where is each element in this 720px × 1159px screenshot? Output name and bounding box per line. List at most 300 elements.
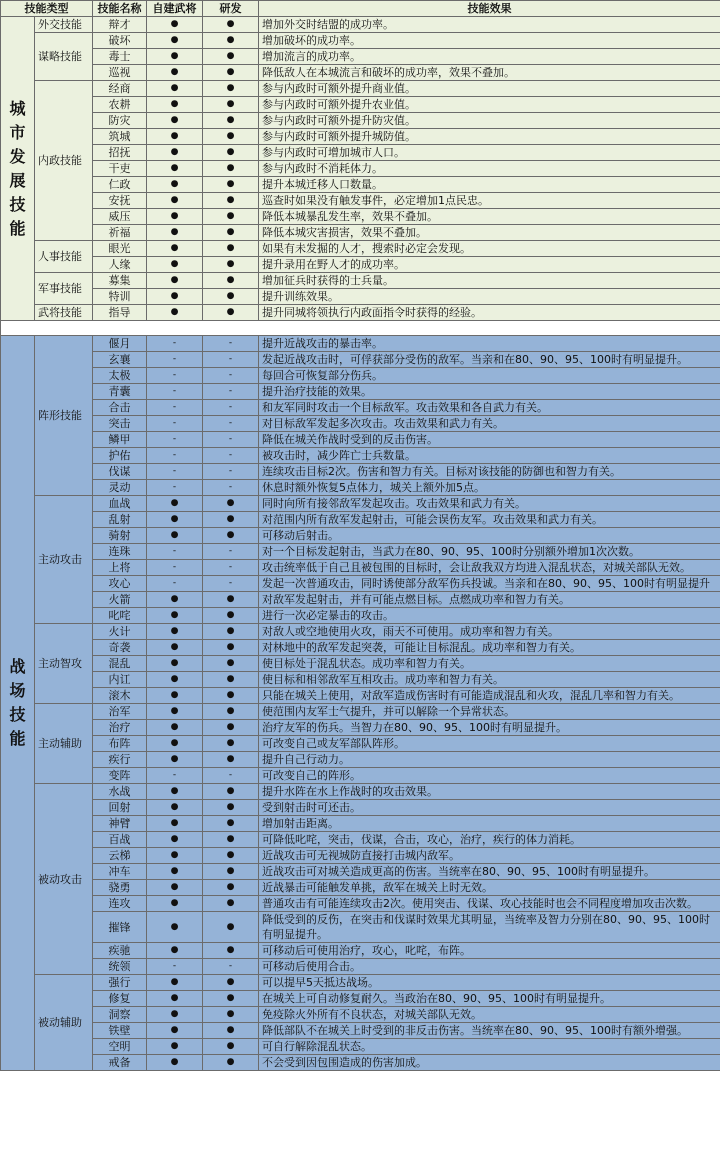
research-cell: ● [203,1007,259,1023]
table-row [1,672,720,688]
self-built-cell: - [147,959,203,975]
research-cell: ● [203,65,259,81]
self-built-cell: ● [147,736,203,752]
table-row [1,305,720,321]
table-row [1,784,720,800]
effect-cell: 提升本城迁移人口数量。 [259,177,720,193]
effect-cell: 可移动后使用合击。 [259,959,720,975]
self-built-cell: ● [147,800,203,816]
skill-name-cell: 偃月 [93,336,147,352]
self-built-cell: ● [147,257,203,273]
self-built-cell: - [147,576,203,592]
research-cell: ● [203,720,259,736]
research-cell: - [203,544,259,560]
self-built-cell: ● [147,209,203,225]
research-cell: ● [203,848,259,864]
group-cell: 内政技能 [35,81,93,241]
effect-cell: 参与内政时可额外提升城防值。 [259,129,720,145]
research-cell: ● [203,912,259,943]
self-built-cell: ● [147,1055,203,1071]
table-body [1,17,720,1071]
group-cell: 主动智攻 [35,624,93,704]
skill-name-cell: 农耕 [93,97,147,113]
research-cell: ● [203,832,259,848]
skill-name-cell: 募集 [93,273,147,289]
table-row [1,400,720,416]
effect-cell: 休息时额外恢复5点体力，城关上额外加5点。 [259,480,720,496]
effect-cell: 使范围内友军士气提升，并可以解除一个异常状态。 [259,704,720,720]
effect-cell: 增加破坏的成功率。 [259,33,720,49]
effect-cell: 增加流言的成功率。 [259,49,720,65]
effect-cell: 对林地中的敌军发起突袭，可能让目标混乱。成功率和智力有关。 [259,640,720,656]
effect-cell: 在城关上可自动修复耐久。当政治在80、90、95、100时有明显提升。 [259,991,720,1007]
research-cell: ● [203,592,259,608]
skill-name-cell: 火箭 [93,592,147,608]
research-cell: ● [203,177,259,193]
research-cell: ● [203,512,259,528]
skill-name-cell: 滚木 [93,688,147,704]
research-cell: ● [203,880,259,896]
self-built-cell: - [147,336,203,352]
skill-name-cell: 百战 [93,832,147,848]
research-cell: ● [203,704,259,720]
research-cell: ● [203,896,259,912]
self-built-cell: ● [147,848,203,864]
skill-name-cell: 奇袭 [93,640,147,656]
skill-name-cell: 神臂 [93,816,147,832]
research-cell: - [203,576,259,592]
research-cell: ● [203,209,259,225]
skill-name-cell: 洞察 [93,1007,147,1023]
header-skill-name: 技能名称 [93,1,147,17]
effect-cell: 近战攻击可对城关造成更高的伤害。当统率在80、90、95、100时有明显提升。 [259,864,720,880]
self-built-cell: - [147,464,203,480]
self-built-cell: ● [147,943,203,959]
table-row [1,161,720,177]
skill-name-cell: 特训 [93,289,147,305]
research-cell: ● [203,640,259,656]
category-cell [1,336,35,1071]
research-cell: - [203,400,259,416]
effect-cell: 普通攻击有可能连续攻击2次。使用突击、伐谋、攻心技能时也会不同程度增加攻击次数。 [259,896,720,912]
research-cell: ● [203,241,259,257]
table-row [1,33,720,49]
self-built-cell: - [147,448,203,464]
skill-name-cell: 治疗 [93,720,147,736]
skill-name-cell: 乱射 [93,512,147,528]
effect-cell: 可改变自己或友军部队阵形。 [259,736,720,752]
effect-cell: 参与内政时可额外提升防灾值。 [259,113,720,129]
effect-cell: 降低部队不在城关上时受到的非反击伤害。当统率在80、90、95、100时有额外增强。 [259,1023,720,1039]
table-row [1,241,720,257]
header-skill-type: 技能类型 [1,1,93,17]
table-row [1,81,720,97]
self-built-cell: ● [147,1023,203,1039]
skill-name-cell: 指导 [93,305,147,321]
effect-cell: 对目标敌军发起多次攻击。攻击效果和武力有关。 [259,416,720,432]
table-row [1,736,720,752]
table-row [1,65,720,81]
research-cell: ● [203,161,259,177]
table-row [1,640,720,656]
self-built-cell: ● [147,912,203,943]
self-built-cell: ● [147,816,203,832]
table-row [1,209,720,225]
table-row [1,896,720,912]
skill-name-cell: 修复 [93,991,147,1007]
skill-name-cell: 铁壁 [93,1023,147,1039]
self-built-cell: ● [147,129,203,145]
self-built-cell: - [147,768,203,784]
table-row [1,193,720,209]
table-row [1,544,720,560]
skill-name-cell: 治军 [93,704,147,720]
effect-cell: 增加外交时结盟的成功率。 [259,17,720,33]
table-row [1,384,720,400]
research-cell: ● [203,991,259,1007]
group-cell: 谋略技能 [35,33,93,81]
effect-cell: 提升自己行动力。 [259,752,720,768]
self-built-cell: ● [147,496,203,512]
skill-name-cell: 戒备 [93,1055,147,1071]
research-cell: ● [203,975,259,991]
effect-cell: 进行一次必定暴击的攻击。 [259,608,720,624]
self-built-cell: ● [147,784,203,800]
effect-cell: 发起一次普通攻击，同时诱使部分敌军伤兵投诚。当亲和在80、90、95、100时有明显提升 [259,576,720,592]
research-cell: - [203,432,259,448]
research-cell: ● [203,305,259,321]
table-row [1,17,720,33]
table-row [1,289,720,305]
table-row [1,528,720,544]
skill-name-cell: 防灾 [93,113,147,129]
research-cell: ● [203,943,259,959]
research-cell: - [203,464,259,480]
research-cell: ● [203,688,259,704]
research-cell: - [203,368,259,384]
table-row [1,880,720,896]
research-cell: ● [203,1055,259,1071]
self-built-cell: ● [147,273,203,289]
effect-cell: 对范围内所有敌军发起射击，可能会误伤友军。攻击效果和武力有关。 [259,512,720,528]
self-built-cell: ● [147,241,203,257]
table-row [1,576,720,592]
skill-name-cell: 疾行 [93,752,147,768]
research-cell: ● [203,289,259,305]
table-row [1,592,720,608]
self-built-cell: ● [147,33,203,49]
research-cell: ● [203,17,259,33]
self-built-cell: ● [147,688,203,704]
self-built-cell: ● [147,177,203,193]
skill-name-cell: 玄襄 [93,352,147,368]
effect-cell: 降低本城灾害损害，效果不叠加。 [259,225,720,241]
spacer-row [1,321,720,336]
skill-name-cell: 布阵 [93,736,147,752]
research-cell: - [203,384,259,400]
research-cell: ● [203,193,259,209]
skill-name-cell: 疾驰 [93,943,147,959]
effect-cell: 降低本城暴乱发生率，效果不叠加。 [259,209,720,225]
research-cell: - [203,480,259,496]
skill-name-cell: 仁政 [93,177,147,193]
effect-cell: 参与内政时可增加城市人口。 [259,145,720,161]
skill-name-cell: 连攻 [93,896,147,912]
group-cell: 主动攻击 [35,496,93,624]
self-built-cell: - [147,544,203,560]
self-built-cell: ● [147,624,203,640]
research-cell: ● [203,800,259,816]
effect-cell: 提升录用在野人才的成功率。 [259,257,720,273]
effect-cell: 使目标和相邻敌军互相攻击。成功率和智力有关。 [259,672,720,688]
effect-cell: 提升同城将领执行内政面指令时获得的经验。 [259,305,720,321]
table-row [1,1007,720,1023]
self-built-cell: ● [147,1007,203,1023]
self-built-cell: ● [147,1039,203,1055]
effect-cell: 对一个目标发起射击，当武力在80、90、95、100时分别额外增加1次次数。 [259,544,720,560]
table-row [1,464,720,480]
self-built-cell: ● [147,720,203,736]
effect-cell: 免疫除火外所有不良状态，对城关部队无效。 [259,1007,720,1023]
skill-name-cell: 突击 [93,416,147,432]
table-row [1,560,720,576]
research-cell: ● [203,1039,259,1055]
skill-name-cell: 冲车 [93,864,147,880]
skill-name-cell: 筑城 [93,129,147,145]
table-row [1,752,720,768]
effect-cell: 同时向所有接邻敌军发起攻击。攻击效果和武力有关。 [259,496,720,512]
effect-cell: 近战暴击可能触发单挑，敌军在城关上时无效。 [259,880,720,896]
table-row [1,624,720,640]
self-built-cell: ● [147,608,203,624]
effect-cell: 可改变自己的阵形。 [259,768,720,784]
self-built-cell: - [147,352,203,368]
category-label: 战场技能 [9,657,26,748]
table-row [1,1023,720,1039]
effect-cell: 可移动后可使用治疗，攻心，叱咤，布阵。 [259,943,720,959]
skill-name-cell: 安抚 [93,193,147,209]
table-row [1,959,720,975]
table-row [1,816,720,832]
effect-cell: 可自行解除混乱状态。 [259,1039,720,1055]
skill-name-cell: 招抚 [93,145,147,161]
table-row [1,975,720,991]
skill-name-cell: 攻心 [93,576,147,592]
table-row [1,720,720,736]
research-cell: ● [203,656,259,672]
self-built-cell: ● [147,289,203,305]
group-cell: 阵形技能 [35,336,93,496]
header-row [1,1,720,17]
effect-cell: 可降低叱咤，突击，伐谋，合击，攻心，治疗，疾行的体力消耗。 [259,832,720,848]
research-cell: ● [203,528,259,544]
skill-name-cell: 灵动 [93,480,147,496]
table-row [1,480,720,496]
self-built-cell: ● [147,81,203,97]
header-effect: 技能效果 [259,1,720,17]
group-cell: 武将技能 [35,305,93,321]
skill-name-cell: 威压 [93,209,147,225]
self-built-cell: - [147,432,203,448]
self-built-cell: - [147,560,203,576]
table-row [1,704,720,720]
self-built-cell: ● [147,592,203,608]
self-built-cell: ● [147,880,203,896]
skill-name-cell: 眼光 [93,241,147,257]
effect-cell: 只能在城关上使用，对敌军造成伤害时有可能造成混乱和火攻，混乱几率和智力有关。 [259,688,720,704]
group-cell: 人事技能 [35,241,93,273]
skill-name-cell: 火计 [93,624,147,640]
table-row [1,113,720,129]
effect-cell: 如果有未发掘的人才，搜索时必定会发现。 [259,241,720,257]
self-built-cell: ● [147,864,203,880]
skill-name-cell: 混乱 [93,656,147,672]
effect-cell: 使目标处于混乱状态。成功率和智力有关。 [259,656,720,672]
research-cell: ● [203,864,259,880]
effect-cell: 巡查时如果没有触发事件，必定增加1点民忠。 [259,193,720,209]
skill-name-cell: 毒士 [93,49,147,65]
effect-cell: 可以提早5天抵达战场。 [259,975,720,991]
effect-cell: 和友军同时攻击一个目标敌军。攻击效果和各自武力有关。 [259,400,720,416]
effect-cell: 对敌人或空地使用火攻，雨天不可使用。成功率和智力有关。 [259,624,720,640]
table-row [1,145,720,161]
self-built-cell: ● [147,225,203,241]
effect-cell: 参与内政时可额外提升商业值。 [259,81,720,97]
self-built-cell: ● [147,704,203,720]
table-row [1,768,720,784]
skill-name-cell: 人缘 [93,257,147,273]
research-cell: ● [203,49,259,65]
effect-cell: 参与内政时不消耗体力。 [259,161,720,177]
research-cell: ● [203,736,259,752]
skill-name-cell: 血战 [93,496,147,512]
self-built-cell: ● [147,672,203,688]
table-row [1,800,720,816]
table-row [1,225,720,241]
research-cell: ● [203,273,259,289]
research-cell: - [203,560,259,576]
table-row [1,97,720,113]
research-cell: ● [203,1023,259,1039]
effect-cell: 不会受到因包围造成的伤害加成。 [259,1055,720,1071]
effect-cell: 受到射击时可还击。 [259,800,720,816]
research-cell: ● [203,752,259,768]
table-row [1,336,720,352]
self-built-cell: ● [147,65,203,81]
research-cell: ● [203,33,259,49]
skill-name-cell: 统领 [93,959,147,975]
effect-cell: 参与内政时可额外提升农业值。 [259,97,720,113]
research-cell: - [203,336,259,352]
group-cell: 外交技能 [35,17,93,33]
table-row [1,49,720,65]
research-cell: - [203,416,259,432]
table-row [1,432,720,448]
self-built-cell: - [147,368,203,384]
research-cell: ● [203,608,259,624]
skill-name-cell: 上将 [93,560,147,576]
skill-name-cell: 破坏 [93,33,147,49]
group-cell: 被动攻击 [35,784,93,975]
skill-name-cell: 摧锋 [93,912,147,943]
group-cell: 主动辅助 [35,704,93,784]
skill-name-cell: 骁勇 [93,880,147,896]
skill-name-cell: 回射 [93,800,147,816]
research-cell: ● [203,624,259,640]
self-built-cell: - [147,384,203,400]
self-built-cell: ● [147,832,203,848]
effect-cell: 攻击统率低于自己且被包围的目标时，会让敌我双方均进入混乱状态，对城关部队无效。 [259,560,720,576]
research-cell: ● [203,816,259,832]
self-built-cell: ● [147,512,203,528]
skill-name-cell: 水战 [93,784,147,800]
research-cell: ● [203,784,259,800]
effect-cell: 提升训练效果。 [259,289,720,305]
effect-cell: 提升水阵在水上作战时的攻击效果。 [259,784,720,800]
skill-name-cell: 鳞甲 [93,432,147,448]
skill-name-cell: 云梯 [93,848,147,864]
self-built-cell: ● [147,145,203,161]
skill-name-cell: 青囊 [93,384,147,400]
effect-cell: 近战攻击可无视城防直接打击城内敌军。 [259,848,720,864]
spacer-cell [1,321,720,336]
self-built-cell: ● [147,97,203,113]
research-cell: ● [203,113,259,129]
research-cell: ● [203,129,259,145]
table-row [1,832,720,848]
self-built-cell: ● [147,975,203,991]
research-cell: - [203,768,259,784]
skill-name-cell: 伐谋 [93,464,147,480]
effect-cell: 发起近战攻击时，可俘获部分受伤的敌军。当亲和在80、90、95、100时有明显提升。 [259,352,720,368]
effect-cell: 提升治疗技能的效果。 [259,384,720,400]
self-built-cell: ● [147,17,203,33]
research-cell: - [203,959,259,975]
table-row [1,448,720,464]
skill-name-cell: 骑射 [93,528,147,544]
skill-name-cell: 辩才 [93,17,147,33]
table-row [1,368,720,384]
skill-name-cell: 干吏 [93,161,147,177]
table-row [1,864,720,880]
effect-cell: 降低在城关作战时受到的反击伤害。 [259,432,720,448]
research-cell: ● [203,672,259,688]
effect-cell: 降低受到的反伤，在突击和伐谋时效果尤其明显，当统率及智力分别在80、90、95、100时有明显提升。 [259,912,720,943]
self-built-cell: ● [147,305,203,321]
skill-name-cell: 合击 [93,400,147,416]
effect-cell: 被攻击时，减少阵亡士兵数量。 [259,448,720,464]
self-built-cell: ● [147,656,203,672]
self-built-cell: - [147,416,203,432]
skill-name-cell: 强行 [93,975,147,991]
header-research: 研发 [203,1,259,17]
table-row [1,656,720,672]
skill-name-cell: 叱咤 [93,608,147,624]
self-built-cell: ● [147,161,203,177]
self-built-cell: ● [147,528,203,544]
effect-cell: 提升近战攻击的暴击率。 [259,336,720,352]
self-built-cell: ● [147,752,203,768]
table-row [1,1039,720,1055]
effect-cell: 可移动后射击。 [259,528,720,544]
research-cell: ● [203,81,259,97]
self-built-cell: ● [147,193,203,209]
category-label: 城市发展技能 [9,98,26,238]
skill-name-cell: 空明 [93,1039,147,1055]
table-row [1,177,720,193]
table-row [1,273,720,289]
skill-name-cell: 太极 [93,368,147,384]
